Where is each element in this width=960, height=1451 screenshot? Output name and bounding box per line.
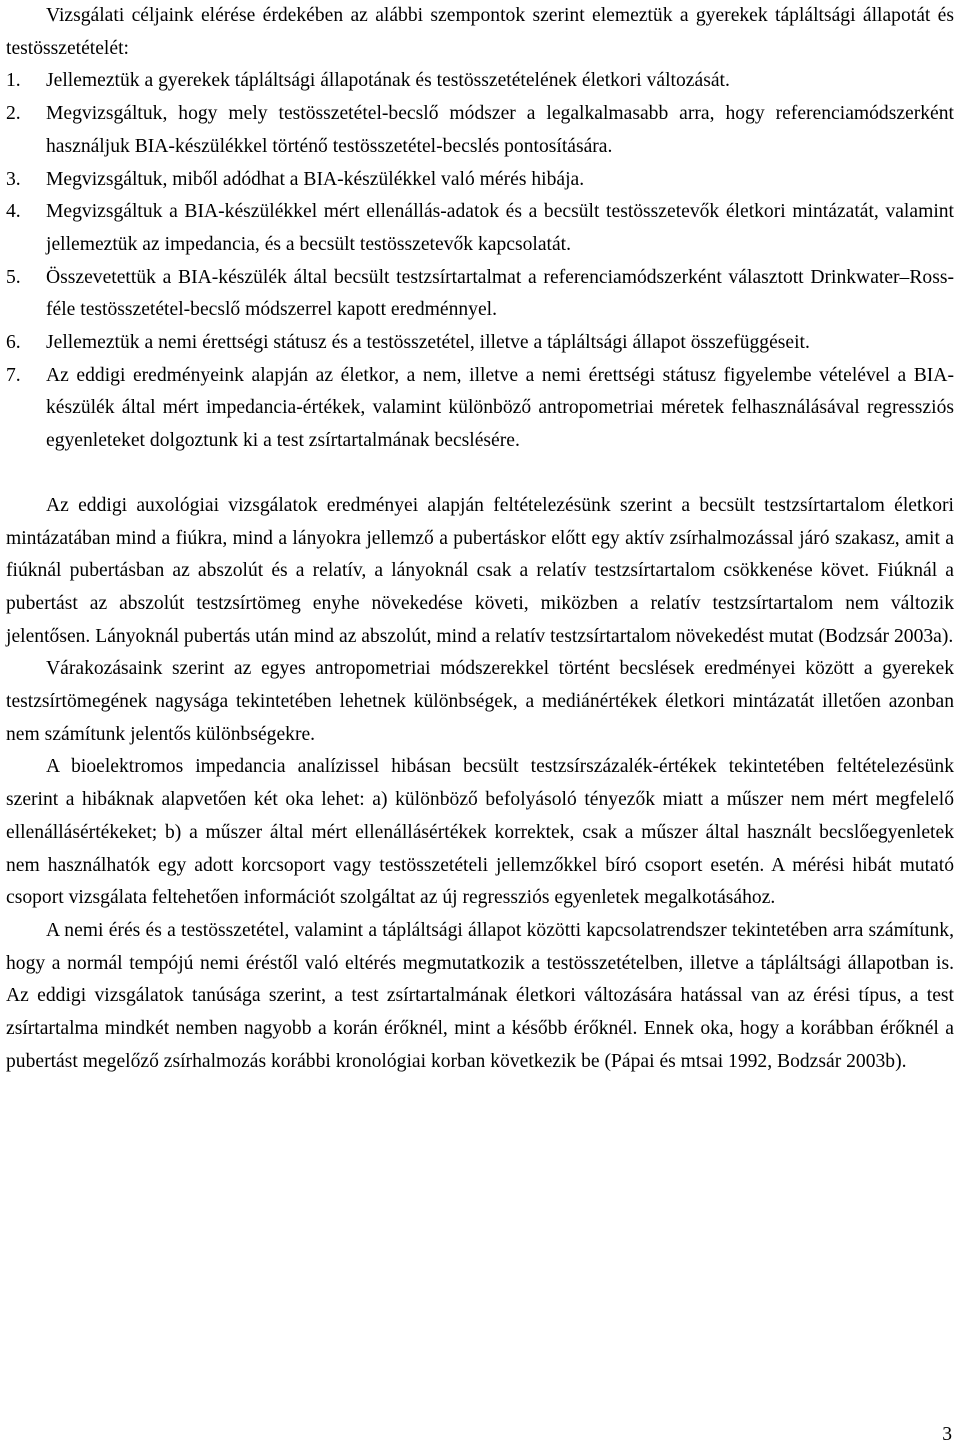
- list-item: [6, 65, 954, 98]
- list-item: [6, 360, 954, 458]
- list-item-number: 7.: [6, 364, 21, 386]
- body-paragraph: A nemi érés és a testösszetétel, valamint a tápláltsági állapot közötti kapcsolatrendszer tekintetében arra számítunk, hogy a normál tempójú nemi éréstől való eltérés megmutatkozik a testösszetételben, illetve a tápláltsági állapotban is. Az eddigi vizsgálatok tanúsága szerint, a test zsírtartalmának életkori változására hatással van az érési típus, a test zsírtartalma mindkét nemben nagyobb a korán érőknél, mint a később érőknél. Ennek oka, hogy a korábban érőknél a pubertást megelőző zsírhalmozás korábbi kronológiai korban következik be (Pápai és mtsai 1992, Bodzsár 2003b).: [6, 919, 954, 1072]
- list-item-number: 2.: [6, 103, 21, 125]
- body-paragraph: A bioelektromos impedancia analízissel hibásan becsült testzsírszázalék-értékek tekintetében feltételezésünk szerint a hibáknak alapvetően két oka lehet: a) különböző befolyásoló tényezők miatt a műszer nem mért megfelelő ellenállásértékeket; b) a műszer által mért ellenállásértékek korrektek, csak a műszer által használt becslőegyenletek nem használhatók egy adott korcsoport vagy testösszetételi jellemzőkkel bíró csoport esetén. A mérési hibát mutató csoport vizsgálata feltehetően információt szolgáltat az új regressziós egyenletek megalkotásához.: [6, 756, 954, 909]
- list-item-number: 1.: [6, 70, 21, 92]
- body-paragraph: Várakozásaink szerint az egyes antropometriai módszerekkel történt becslések eredményei között a gyerekek testzsírtömegének nagysága tekintetében lehetnek különbségek, a mediánértékek életkori mintázatát illetően azonban nem számítunk jelentős különbségekre.: [6, 658, 954, 745]
- goals-list: [6, 65, 954, 457]
- body-paragraph: Az eddigi auxológiai vizsgálatok eredményei alapján feltételezésünk szerint a becsült testzsírtartalom életkori mintázatában mind a fiúkra, mind a lányokra jellemző a pubertáskor előtt egy aktív zsírhalmozással járó szakasz, amit a fiúknál pubertásban az abszolút és a relatív, a lányoknál csak a relatív testzsírtartalom csökkenése követ. Fiúknál a pubertást az abszolút testzsírtömeg enyhe növekedése követi, miközben a relatív testzsírtartalom nem változik jelentősen. Lányoknál pubertás után mind az abszolút, mind a relatív testzsírtartalom növekedést mutat (Bodzsár 2003a).: [6, 494, 954, 647]
- list-item: [6, 164, 954, 197]
- page-number: 3: [942, 1424, 952, 1445]
- list-item-text: Összevetettük a BIA-készülék által becsült testzsírtartalmat a referenciamódszerként választott Drinkwater–Ross-féle testösszetétel-becslő módszerrel kapott eredménnyel.: [46, 266, 954, 321]
- paragraph-spacer: [6, 458, 954, 490]
- list-item-number: 3.: [6, 168, 21, 190]
- list-item-text: Jellemeztük a gyerekek tápláltsági állapotának és testösszetételének életkori változását.: [46, 70, 730, 92]
- list-item: [6, 262, 954, 327]
- list-item: [6, 327, 954, 360]
- list-item-number: 6.: [6, 332, 21, 354]
- document-page: [6, 0, 954, 1079]
- list-item-text: Megvizsgáltuk, miből adódhat a BIA-készülékkel való mérés hibája.: [46, 168, 585, 190]
- intro-paragraph: Vizsgálati céljaink elérése érdekében az alábbi szempontok szerint elemeztük a gyerekek tápláltsági állapotát és testösszetételét:: [6, 5, 954, 59]
- list-item-number: 5.: [6, 266, 21, 288]
- list-item: [6, 196, 954, 261]
- list-item-text: Megvizsgáltuk, hogy mely testösszetétel-becslő módszer a legalkalmasabb arra, hogy referenciamódszerként használjuk BIA-készülékkel történő testösszetétel-becslés pontosítására.: [46, 103, 954, 157]
- list-item-text: Megvizsgáltuk a BIA-készülékkel mért ellenállás-adatok és a becsült testösszetevők életkori mintázatát, valamint jellemeztük az impedancia, és a becsült testösszetevők kapcsolatát.: [46, 201, 954, 255]
- list-item-text: Az eddigi eredményeink alapján az életkor, a nem, illetve a nemi érettségi státusz figyelembe vételével a BIA-készülék által mért impedancia-értékek, valamint különböző antropometriai méretek felhasználásával regressziós egyenleteket dolgoztunk ki a test zsírtartalmának becslésére.: [46, 364, 954, 452]
- list-item: [6, 98, 954, 163]
- list-item-text: Jellemeztük a nemi érettségi státusz és a testösszetétel, illetve a tápláltsági állapot összefüggéseit.: [46, 332, 810, 354]
- list-item-number: 4.: [6, 201, 21, 223]
